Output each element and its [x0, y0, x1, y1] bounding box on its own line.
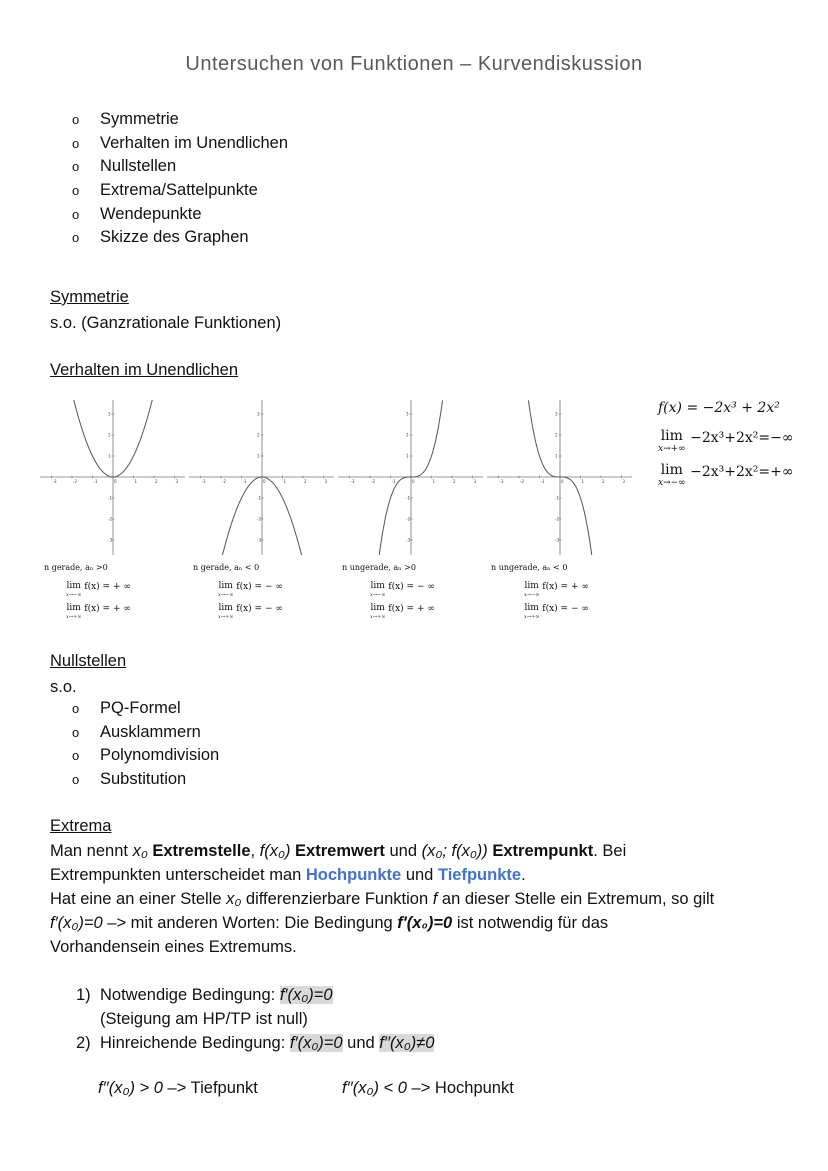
- list-item: o Extrema/Sattelpunkte: [72, 181, 258, 200]
- y-tick-label: -3: [406, 537, 410, 543]
- example-function: f(x) = −2x³ + 2x²: [658, 400, 780, 416]
- graph-limit-a: lim x→−∞ f(x) = + ∞: [524, 581, 589, 598]
- nullstellen-heading: Nullstellen: [50, 652, 127, 670]
- y-tick-label: 2: [406, 432, 409, 438]
- y-tick-label: -2: [555, 516, 559, 522]
- list-item: 2) Hinreichende Bedingung: f′(x₀)=0 und f′′(x₀)≠0: [76, 1034, 435, 1052]
- x-tick-label: -3: [350, 479, 355, 484]
- nullstellen-methods: [72, 697, 219, 792]
- x-tick-label: 2: [602, 479, 605, 484]
- y-tick-label: 3: [406, 411, 409, 417]
- y-tick-label: 2: [555, 432, 558, 438]
- list-item: o Verhalten im Unendlichen: [72, 133, 289, 152]
- y-tick-label: 2: [257, 432, 260, 438]
- unendlich-heading: Verhalten im Unendlichen: [50, 361, 239, 379]
- symmetrie-heading: Symmetrie: [50, 288, 129, 306]
- rule-hochpunkt: f′′(x₀) < 0 –> Hochpunkt: [342, 1079, 514, 1097]
- rule-tiefpunkt: f′′(x₀) > 0 –> Tiefpunkt: [98, 1079, 258, 1097]
- graph-limit-a: lim x→−∞ f(x) = − ∞: [218, 581, 283, 598]
- y-tick-label: 2: [108, 432, 111, 438]
- list-item: 1) Notwendige Bedingung: f′(x₀)=0: [76, 986, 333, 1004]
- x-tick-label: -2: [222, 479, 226, 484]
- extrema-line-3: Hat eine an einer Stelle x₀ differenzierbare Funktion f an dieser Stelle ein Extremum, so gilt: [50, 890, 715, 908]
- x-tick-label: 1: [134, 479, 138, 484]
- x-tick-label: -2: [520, 479, 524, 484]
- x-tick-label: -3: [201, 479, 206, 484]
- extrema-line-1: Man nennt x₀ Extremstelle, f(x₀) Extremwert und (x₀; f(x₀)) Extrempunkt. Bei: [50, 842, 627, 860]
- y-tick-label: -3: [555, 537, 559, 543]
- y-tick-label: -3: [108, 537, 112, 543]
- x-tick-label: 1: [581, 479, 585, 484]
- y-tick-label: -2: [257, 516, 261, 522]
- y-tick-label: -3: [257, 537, 261, 543]
- list-item: o Nullstellen: [72, 157, 177, 176]
- y-tick-label: 1: [406, 453, 409, 459]
- y-tick-label: 1: [257, 453, 260, 459]
- graph-odd-positive: [338, 400, 483, 555]
- y-tick-label: -1: [108, 495, 112, 501]
- x-tick-label: -3: [52, 479, 57, 484]
- x-tick-label: 1: [432, 479, 436, 484]
- extrema-heading: Extrema: [50, 817, 112, 835]
- x-tick-label: 2: [155, 479, 158, 484]
- graph-even-positive: [40, 400, 185, 555]
- x-tick-label: 3: [622, 479, 626, 484]
- extrema-line-4: f′(x₀)=0 –> mit anderen Worten: Die Bedingung f′(x₀)=0 ist notwendig für das: [50, 914, 609, 932]
- list-item: o Substitution: [72, 770, 187, 789]
- extrema-line-5: Vorhandensein eines Extremums.: [50, 938, 297, 956]
- extrema-line-2: Extrempunkten unterscheidet man Hochpunkte und Tiefpunkte.: [50, 866, 526, 884]
- graph-caption: n ungerade, aₙ < 0: [491, 563, 568, 572]
- x-tick-label: -2: [73, 479, 77, 484]
- graph-caption: n gerade, aₙ >0: [44, 563, 108, 572]
- nullstellen-text: s.o.: [50, 678, 77, 696]
- x-tick-label: -3: [499, 479, 504, 484]
- graph-limit-a: lim x→−∞ f(x) = + ∞: [66, 581, 131, 598]
- x-tick-label: -1: [242, 479, 247, 484]
- x-tick-label: 0: [263, 479, 266, 484]
- y-tick-label: -2: [406, 516, 410, 522]
- graph-limit-a: lim x→−∞ f(x) = − ∞: [370, 581, 435, 598]
- y-tick-label: -1: [406, 495, 410, 501]
- x-tick-label: 2: [453, 479, 456, 484]
- symmetrie-text: s.o. (Ganzrationale Funktionen): [50, 314, 282, 332]
- example-limit-minus: lim x→−∞ −2x³+2x²=+∞: [658, 462, 794, 488]
- x-tick-label: 2: [304, 479, 307, 484]
- y-tick-label: 3: [108, 411, 111, 417]
- topic-list: [72, 108, 288, 250]
- graph-odd-negative: [487, 400, 632, 555]
- graph-limit-b: lim x→+∞ f(x) = + ∞: [66, 603, 131, 620]
- list-item: o PQ-Formel: [72, 699, 181, 717]
- y-tick-label: 1: [108, 453, 111, 459]
- example-limit-plus: lim x→+∞ −2x³+2x²=−∞: [658, 428, 794, 454]
- x-tick-label: 0: [114, 479, 117, 484]
- y-tick-label: -1: [257, 495, 261, 501]
- graph-even-negative: [189, 400, 334, 555]
- page-title: Untersuchen von Funktionen – Kurvendiskussion: [185, 53, 643, 75]
- x-tick-label: -2: [371, 479, 375, 484]
- graph-caption: n gerade, aₙ < 0: [193, 563, 260, 572]
- list-item: o Polynomdivision: [72, 746, 220, 765]
- y-tick-label: 3: [257, 411, 260, 417]
- x-tick-label: -1: [93, 479, 98, 484]
- graph-limit-b: lim x→+∞ f(x) = − ∞: [218, 603, 283, 620]
- graph-limit-b: lim x→+∞ f(x) = + ∞: [370, 603, 435, 620]
- list-item: o Ausklammern: [72, 722, 201, 741]
- list-item: o Skizze des Graphen: [72, 228, 249, 247]
- conditions-list: [76, 983, 434, 1055]
- y-tick-label: 3: [555, 411, 558, 417]
- x-tick-label: 0: [561, 479, 564, 484]
- list-item: o Symmetrie: [72, 110, 179, 128]
- y-tick-label: -1: [555, 495, 559, 501]
- x-tick-label: 1: [283, 479, 287, 484]
- y-tick-label: -2: [108, 516, 112, 522]
- list-item: o Wendepunkte: [72, 204, 202, 223]
- x-tick-label: 3: [324, 479, 328, 484]
- x-tick-label: -1: [391, 479, 396, 484]
- x-tick-label: 3: [473, 479, 477, 484]
- x-tick-label: 3: [175, 479, 179, 484]
- graph-caption: n ungerade, aₙ >0: [342, 563, 416, 572]
- y-tick-label: 1: [555, 453, 558, 459]
- x-tick-label: -1: [540, 479, 545, 484]
- x-tick-label: 0: [412, 479, 415, 484]
- list-item: (Steigung am HP/TP ist null): [100, 1010, 308, 1028]
- graph-limit-b: lim x→+∞ f(x) = − ∞: [524, 603, 589, 620]
